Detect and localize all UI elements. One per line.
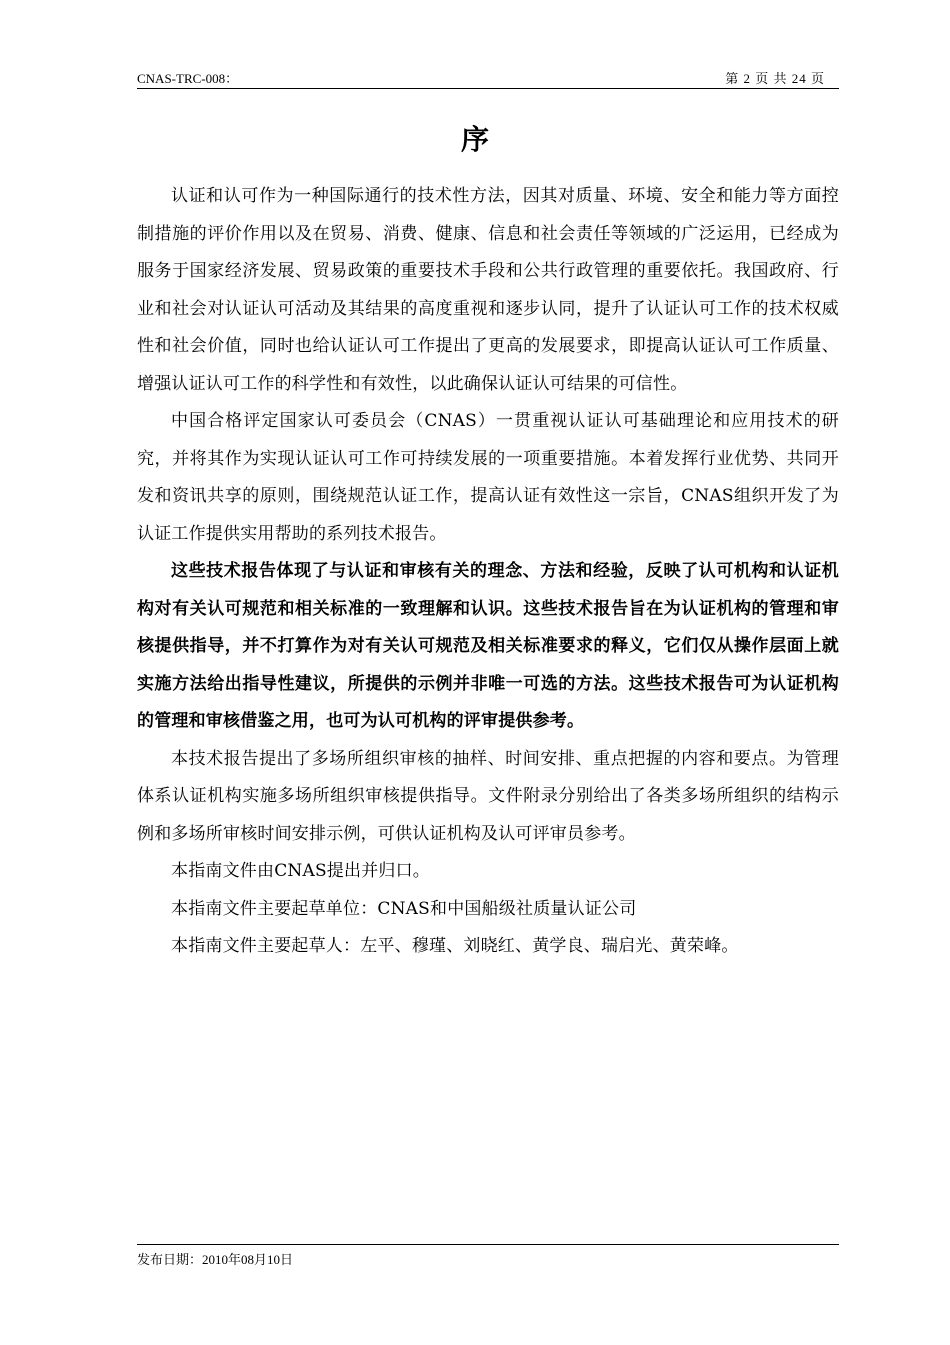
- page-title: 序: [460, 123, 489, 156]
- page-footer: [137, 1244, 839, 1268]
- paragraph-cnas-research: 中国合格评定国家认可委员会（CNAS）一贯重视认证认可基础理论和应用技术的研究，并将其作为实现认证认可工作可持续发展的一项重要措施。本着发挥行业优势、共同开发和资讯共享的原则，围绕规范认证工作，提高认证有效性这一宗旨，CNAS组织开发了为认证工作提供实用帮助的系列技术报告。: [137, 411, 839, 544]
- paragraph-report-scope: 本技术报告提出了多场所组织审核的抽样、时间安排、重点把握的内容和要点。为管理体系认证机构实施多场所组织审核提供指导。文件附录分别给出了各类多场所组织的结构示例和多场所审核时间安排示例，可供认证机构及认可评审员参考。: [137, 748, 839, 844]
- paragraph-intro: 认证和认可作为一种国际通行的技术性方法，因其对质量、环境、安全和能力等方面控制措施的评价作用以及在贸易、消费、健康、信息和社会责任等领域的广泛运用，已经成为服务于国家经济发展、贸易政策的重要技术手段和公共行政管理的重要依托。我国政府、行业和社会对认证认可活动及其结果的高度重视和逐步认同，提升了认证认可工作的技术权威性和社会价值，同时也给认证认可工作提出了更高的发展要求，即提高认证认可工作质量、增强认证认可工作的科学性和有效性，以此确保认证认可结果的可信性。: [137, 186, 839, 394]
- document-code: CNAS-TRC-008：: [137, 71, 239, 86]
- page-number-info: 第 2 页 共 24 页: [725, 71, 825, 86]
- page-header: [137, 66, 839, 89]
- paragraph-technical-reports-emphasis: 这些技术报告体现了与认证和审核有关的理念、方法和经验，反映了认可机构和认证机构对有关认可规范和相关标准的一致理解和认识。这些技术报告旨在为认证机构的管理和审核提供指导，并不打算作为对有关认可规范及相关标准要求的释义，它们仅从操作层面上就实施方法给出指导性建议，所提供的示例并非唯一可选的方法。这些技术报告可为认证机构的管理和审核借鉴之用，也可为认可机构的评审提供参考。: [137, 561, 839, 731]
- paragraph-drafting-units: 本指南文件主要起草单位：CNAS和中国船级社质量认证公司: [171, 898, 637, 919]
- publish-date: 发布日期：2010年08月10日: [137, 1252, 294, 1267]
- document-body: [137, 178, 839, 966]
- paragraph-proposer: 本指南文件由CNAS提出并归口。: [171, 861, 431, 881]
- paragraph-drafters: 本指南文件主要起草人：左平、穆瑾、刘晓红、黄学良、瑞启光、黄荣峰。: [171, 936, 739, 956]
